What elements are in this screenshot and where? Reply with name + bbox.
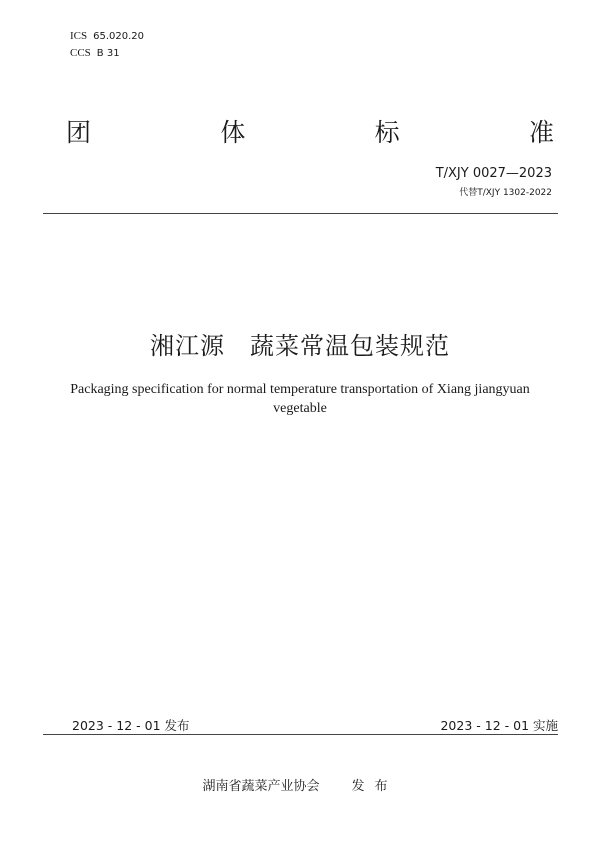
classification-codes	[70, 28, 144, 62]
heading-char: 团	[66, 118, 92, 147]
publisher-name: 湖南省蔬菜产业协会	[202, 779, 320, 794]
replaces-standard: 代替T/XJY 1302-2022	[459, 188, 552, 198]
ccs-value: B 31	[96, 48, 120, 59]
publisher-action: 发布	[351, 779, 398, 794]
publisher	[0, 775, 600, 794]
bottom-divider	[43, 734, 558, 735]
title-chinese: 湘江源 蔬菜常温包装规范	[150, 332, 450, 360]
implementation-date: 2023 - 12 - 01 实施	[440, 718, 558, 733]
issue-date: 2023 - 12 - 01 发布	[72, 718, 190, 733]
standard-number: T/XJY 0027—2023	[435, 166, 552, 181]
title-english	[50, 380, 550, 418]
ics-label: ICS	[70, 30, 88, 42]
ics-code	[70, 28, 144, 45]
ics-value: 65.020.20	[93, 31, 145, 42]
heading-char: 标	[374, 118, 400, 147]
heading-char: 准	[528, 118, 554, 147]
title-english-line1: Packaging specification for normal temperature transportation of Xiang jiangyuan	[70, 382, 530, 397]
top-divider	[43, 213, 558, 214]
heading-char: 体	[220, 118, 246, 147]
ccs-label: CCS	[70, 47, 91, 59]
document-type-heading	[66, 113, 554, 149]
title-english-line2: vegetable	[273, 401, 327, 416]
ccs-code	[70, 45, 144, 62]
